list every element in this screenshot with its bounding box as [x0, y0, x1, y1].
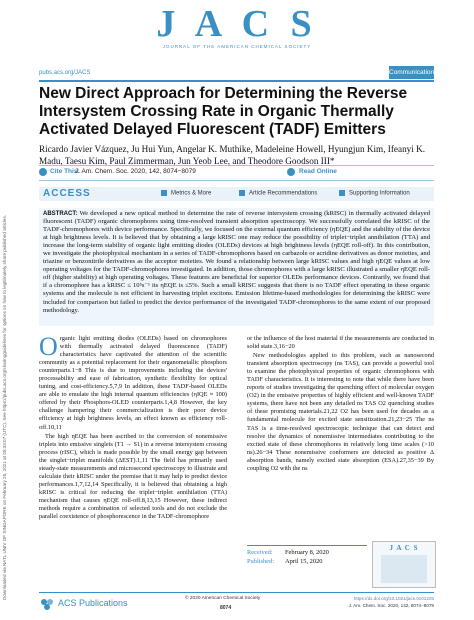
article-type-badge: Communication	[389, 66, 434, 79]
footer-divider	[39, 592, 434, 593]
supporting-info-label: Supporting Information	[349, 190, 410, 197]
recommendations-label: Article Recommendations	[249, 190, 318, 197]
published-label: Published:	[247, 558, 274, 565]
journal-subtitle: JOURNAL OF THE AMERICAN CHEMICAL SOCIETY	[162, 44, 312, 49]
body-column-left	[39, 332, 227, 522]
body-paragraph: New methodologies applied to this problem, such as nanosecond transient absorption spectroscopy (ns TAS), can provide a powerful tool to examine the photophysical properties of organic chromophores with TADF characteristics. It is interesting to note that while there have been reports of studies investigating the quenching effect of molecular oxygen (O2) in the emissive properties of highly efficient and well-known TADF systems, there have not been any detailed ns TAS O2 quenching studies of these promising materials.21,22 O2 has been used for decades as a fundamental molecule for excited state sensitization.21,23−25 The ns TAS is a time-resolved spectroscopic technique that can detect and resolve the dynamics of nonemissive intermediates contributing to the excited state of these chromophores in relatively long time scales (>10 ns).26−34 These nonemissive conformers are detected as positive Δ absorption bands, namely excited state absorption (ESA).27,35−39 By coupling O2 with the ns	[247, 352, 434, 472]
published-date: April 15, 2020	[285, 558, 323, 565]
download-notice-text: Downloaded via NATL UNIV OF SINGAPORE on February 26, 2021 at 05:33:07 (UTC). See https://pubs.acs.org/sharingguidelines for options on how to legitimately share published articles.	[2, 214, 7, 600]
header-divider	[39, 80, 434, 82]
abstract-text: We developed a new optical method to determine the rate of reverse intersystem crossing (kRISC) in thermally activated delayed fluorescent (TADF) organic chromophores using time-resolved transient absorption spectroscopy. We successfully correlated the kRISC of the TADF-chromophores with device performance. Specifically, we focused on the external quantum efficiency (ηEQE) and the stability of the device at high brightness levels. It is believed that by obtaining a large kRISC one may reduce the possibility of triplet−triplet annihilation (TTA) and increase the long-term stability of organic light emitting diodes (OLEDs) devices at high brightness levels (ηEQE roll-off). In this contribution, we investigate the photophysical mechanism in a series of TADF-chromophores based on carbazole or acridine derivatives as donor moieties, and triazine or benzonitrile derivatives as the acceptor moieties. We found a relationship between large kRISC values and high ηEQE values at low operating voltages for the TADF-chromophores investigated. In addition, those chromophores with a large kRISC illustrated a smaller ηEQE roll-off (higher stability) at high operating voltages. These features are beneficial for superior OLEDs performance devices. Contrarily, we found that if a chromophore has a kRISC ≤ 10⁵s⁻¹ its ηEQE is ≤5%. Such a small kRISC suggests that there is no TADF effect operating in these organic systems and the molecule is not efficient in harvesting triplet excitons. Emission lifetime-based methodologies for determining the kRISC were included for comparison but failed to predict the device performance of the investigated TADF-chromophores to the same extent of our proposed methodology.	[43, 210, 430, 314]
metrics-icon	[161, 190, 167, 196]
publisher-name: ACS Publications	[58, 598, 128, 608]
cite-icon[interactable]	[39, 168, 47, 176]
cite-bar	[39, 165, 434, 181]
drop-cap: O	[39, 332, 58, 361]
abstract-box	[39, 208, 434, 326]
paragraph-text: rganic light emitting diodes (OLEDs) based on chromophores with thermally activated delayed fluorescence (TADF) characteristics have captivated the attention of the scientific community as a potential replacement for their organometallic phosphors counterparts.1−8 This is due to improvements including the devices' processability and ease of fabrication, synthetic flexibility for optical tuning, and cost-efficiency.5,7,9 In addition, these TADF-based OLEDs are able to emulate the high internal quantum efficiencies (ηIQE ≈ 100) offered by their Phosphors-OLED counterparts.1,4,8 However, the key challenge hampering their commercialization is their poor device efficiency at high brightness levels, an effect known as efficiency roll-off.10,11	[39, 335, 227, 431]
toc-thumb-title: J A C S	[389, 544, 419, 552]
access-bar	[39, 187, 434, 201]
footer-citation: J. Am. Chem. Soc. 2020, 142, 8074−8079	[348, 603, 434, 608]
author-list[interactable]: Ricardo Javier Vázquez, Ju Hui Yun, Angelar K. Muthike, Madeleine Howell, Hyungjun Kim, Ifeanyi K. Madu, Taesu Kim, Paul Zimmerman, Jun Yeob Lee, and Theodore Goodson III*	[39, 144, 426, 166]
cite-label[interactable]: Cite This:	[50, 168, 80, 175]
copyright-text: © 2020 American Chemical Society	[185, 596, 261, 601]
received-date: February 8, 2020	[285, 549, 329, 556]
metrics-link[interactable]	[161, 190, 211, 197]
recommendations-link[interactable]	[239, 190, 317, 197]
received-label: Received:	[247, 549, 273, 556]
supporting-info-icon	[339, 190, 345, 196]
body-paragraph: The high ηEQE has been ascribed to the conversion of nonemissive triplets into emissive singlets (T1 → S1) in a reverse intersystem crossing process (rISC), which is made possible by the small energy gap between the singlet−triplet manifolds (ΔEST).1,11 The field has primarily used steady-state measurements and microsecond spectroscopy to illustrate and calculate their kRISC under the premise that it may help to predict device performances.1,7,12,14 Specifically, it is believed that obtaining a high kRISC is critical for reducing the triplet−triplet annihilation (TTA) mechanism that causes ηEQE roll-off.8,13,15 However, these indirect methods require a combination of selected tools and do not exclude the parallel coexistence of phosphorescence in the TADF-chromophore	[39, 432, 227, 521]
toc-graphic-thumbnail[interactable]	[372, 541, 436, 588]
download-notice	[2, 180, 16, 600]
supporting-info-link[interactable]	[339, 190, 410, 197]
read-online-icon[interactable]	[287, 168, 295, 176]
read-online-button[interactable]: Read Online	[299, 168, 337, 175]
citation-text: J. Am. Chem. Soc. 2020, 142, 8074−8079	[75, 168, 196, 175]
abstract-label: ABSTRACT:	[43, 211, 78, 217]
journal-logo: J A C S	[156, 3, 318, 45]
paper-title: New Direct Approach for Determining the Reverse Intersystem Crossing Rate in Organic Thermally Activated Delayed Fluorescent (TADF) Emitters	[39, 85, 408, 138]
publication-dates	[247, 545, 367, 566]
body-paragraph: or the influence of the host material if the measurements are conducted in solid state.3,16−20	[247, 335, 434, 351]
body-paragraph	[39, 332, 227, 432]
page-number: 8074	[220, 605, 232, 611]
published-row	[247, 557, 367, 566]
access-label: ACCESS	[43, 188, 91, 199]
toc-thumb-image	[381, 555, 427, 583]
doi-link[interactable]: https://dx.doi.org/10.1021/jacs.0c01225	[353, 596, 434, 601]
body-column-right	[247, 335, 434, 474]
received-row	[247, 548, 367, 557]
recommendations-icon	[239, 190, 245, 196]
journal-url-link[interactable]: pubs.acs.org/JACS	[39, 70, 91, 76]
metrics-label: Metrics & More	[171, 190, 212, 197]
acs-logo-icon	[39, 597, 55, 611]
